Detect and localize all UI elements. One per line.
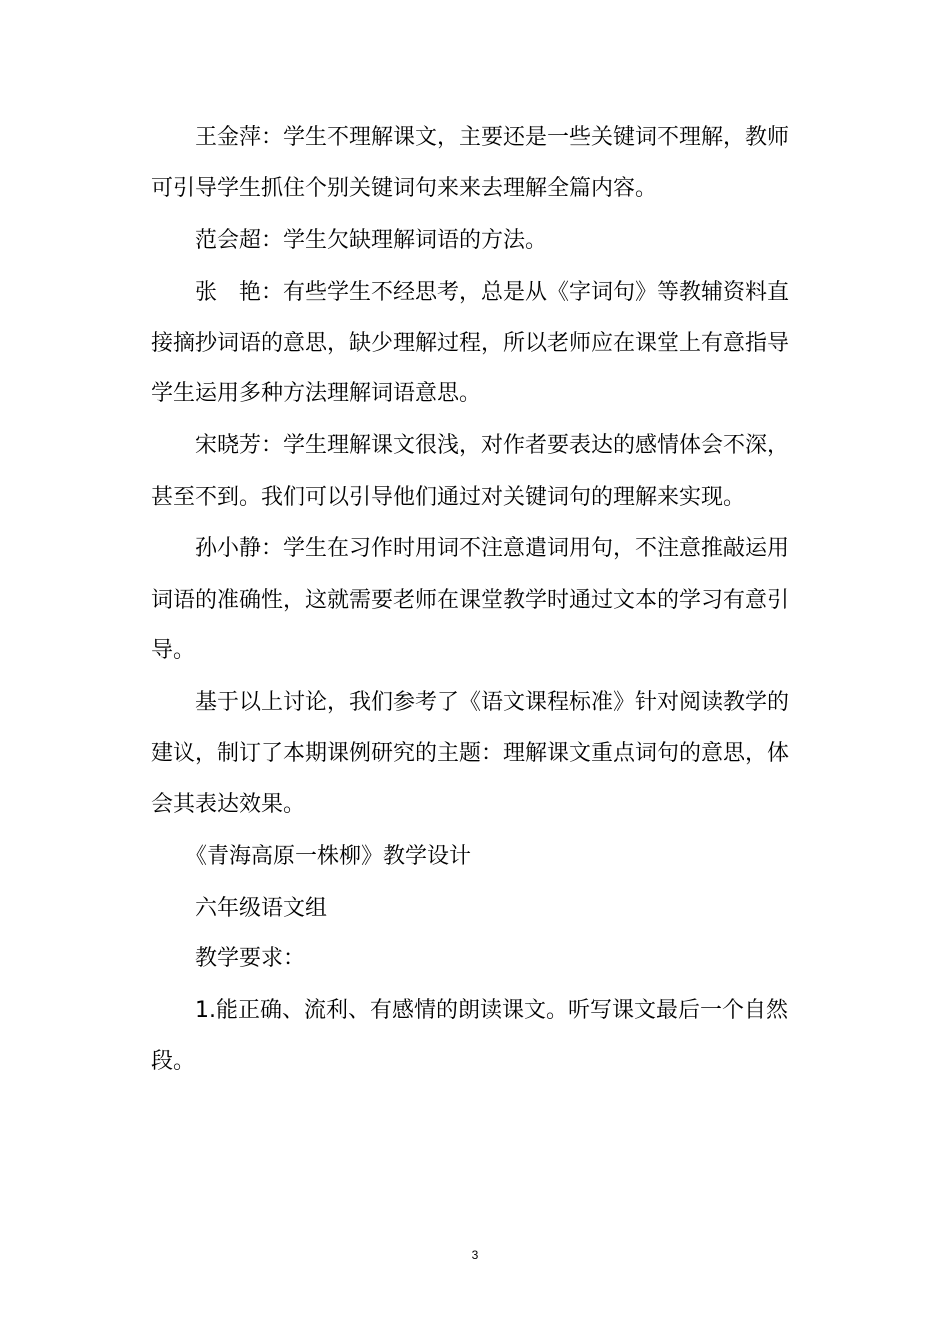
paragraph-3-line-2: 接摘抄词语的意思，缺少理解过程，所以老师应在课堂上有意指导: [151, 331, 790, 356]
requirement-1-line-1: 1.能正确、流利、有感情的朗读课文。听写课文最后一个自然: [195, 998, 788, 1023]
section-title: 《青海高原一株柳》教学设计: [185, 844, 472, 869]
paragraph-2-line-1: 范会超：学生欠缺理解词语的方法。: [195, 228, 548, 253]
requirement-1-line-2: 段。: [151, 1049, 196, 1074]
paragraph-5-line-1: 孙小静：学生在习作时用词不注意遣词用句，不注意推敲运用: [195, 536, 790, 561]
paragraph-6-line-3: 会其表达效果。: [151, 792, 306, 817]
paragraph-1-line-1: 王金萍：学生不理解课文，主要还是一些关键词不理解，教师: [195, 125, 790, 150]
paragraph-4-line-2: 甚至不到。我们可以引导他们通过对关键词句的理解来实现。: [151, 485, 746, 510]
page-number: 3: [471, 1248, 479, 1262]
paragraph-3-line-1: 张 艳：有些学生不经思考，总是从《字词句》等教辅资料直: [195, 280, 790, 305]
paragraph-6-line-2: 建议，制订了本期课例研究的主题：理解课文重点词句的意思，体: [151, 741, 790, 766]
paragraph-4-line-1: 宋晓芳：学生理解课文很浅，对作者要表达的感情体会不深，: [195, 433, 790, 458]
paragraph-1-line-2: 可引导学生抓住个别关键词句来来去理解全篇内容。: [151, 176, 658, 201]
requirements-heading: 教学要求：: [195, 946, 306, 971]
paragraph-3-line-3: 学生运用多种方法理解词语意思。: [151, 381, 482, 406]
paragraph-6-line-1: 基于以上讨论，我们参考了《语文课程标准》针对阅读教学的: [195, 690, 790, 715]
paragraph-5-line-2: 词语的准确性，这就需要老师在课堂教学时通过文本的学习有意引: [151, 588, 790, 613]
group-name: 六年级语文组: [195, 896, 328, 921]
paragraph-5-line-3: 导。: [151, 638, 196, 663]
